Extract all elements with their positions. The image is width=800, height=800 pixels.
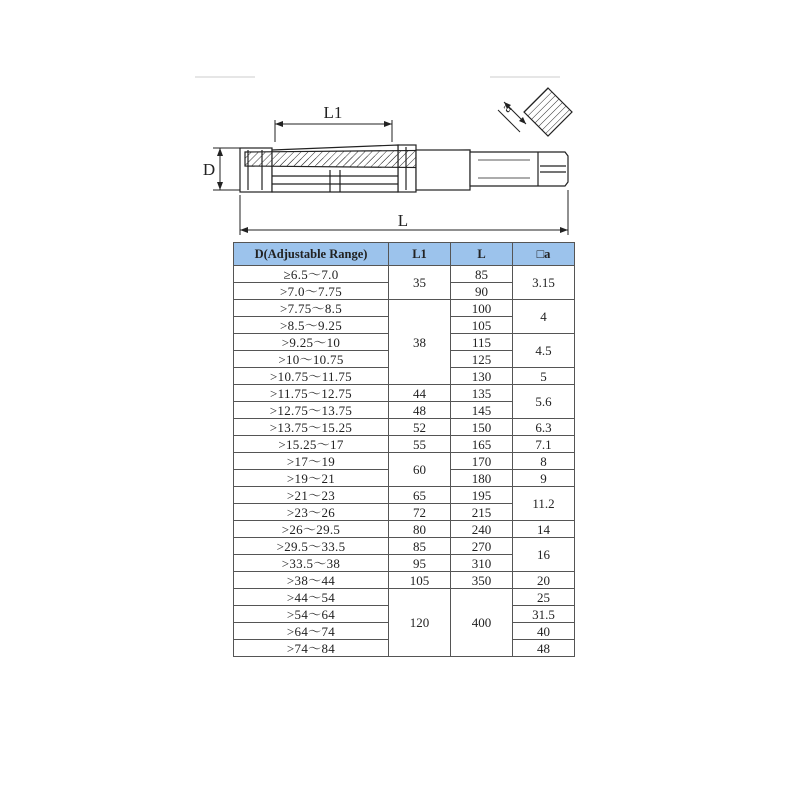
table-row [234,589,575,606]
table-row [234,487,575,504]
table-row [234,453,575,470]
cell-a: 25 [513,589,575,606]
spec-table [233,242,575,657]
cell-a: 14 [513,521,575,538]
cell-a: 48 [513,640,575,657]
cell-a: 31.5 [513,606,575,623]
d-label: D [202,160,216,179]
cell-l: 240 [451,521,513,538]
cell-d: >13.75～15.25 [234,419,389,436]
d-dimension [203,148,245,190]
table-row [234,538,575,555]
cell-l1: 95 [389,555,451,572]
cell-d: >54～64 [234,606,389,623]
l-label: L [397,211,409,230]
header-a: □a [513,243,575,266]
cell-d: >17～19 [234,453,389,470]
table-row [234,436,575,453]
cell-a: 8 [513,453,575,470]
cell-l1: 44 [389,385,451,402]
cell-d: >10.75～11.75 [234,368,389,385]
l1-dimension [275,103,392,142]
cell-a: 11.2 [513,487,575,521]
cell-a: 20 [513,572,575,589]
cell-l: 150 [451,419,513,436]
cell-l: 125 [451,351,513,368]
cell-d: >8.5～9.25 [234,317,389,334]
cell-a: 9 [513,470,575,487]
cell-l: 170 [451,453,513,470]
table-row [234,419,575,436]
table-row [234,385,575,402]
cell-l1: 65 [389,487,451,504]
cell-l: 180 [451,470,513,487]
cell-l1: 80 [389,521,451,538]
header-row [234,243,575,266]
cell-l: 90 [451,283,513,300]
cell-l: 165 [451,436,513,453]
cell-l1: 52 [389,419,451,436]
reamer-drawing [0,0,800,245]
cell-a: 5.6 [513,385,575,419]
cell-d: >21～23 [234,487,389,504]
cell-l: 100 [451,300,513,317]
cell-l: 130 [451,368,513,385]
cell-a: 16 [513,538,575,572]
cell-d: >10～10.75 [234,351,389,368]
cell-d: >9.25～10 [234,334,389,351]
l-dimension [240,190,568,235]
cell-a: 7.1 [513,436,575,453]
cell-d: >26～29.5 [234,521,389,538]
cell-l: 85 [451,266,513,283]
square-section [498,88,572,136]
cell-l: 105 [451,317,513,334]
cell-l: 270 [451,538,513,555]
cell-l: 310 [451,555,513,572]
l1-label: L1 [323,103,343,122]
cell-a: 3.15 [513,266,575,300]
cell-l: 350 [451,572,513,589]
cell-l: 215 [451,504,513,521]
cell-l: 195 [451,487,513,504]
cell-l1: 105 [389,572,451,589]
cell-l: 145 [451,402,513,419]
table-row [234,300,575,317]
cell-a: 5 [513,368,575,385]
cell-d: >15.25～17 [234,436,389,453]
cell-d: >33.5～38 [234,555,389,572]
cell-d: >44～54 [234,589,389,606]
cell-a: 4.5 [513,334,575,368]
cell-d: >23～26 [234,504,389,521]
table-row [234,572,575,589]
cell-d: >11.75～12.75 [234,385,389,402]
tool-body [240,145,568,192]
header-l1: L1 [389,243,451,266]
cell-d: >29.5～33.5 [234,538,389,555]
cell-d: >7.75～8.5 [234,300,389,317]
cell-l: 135 [451,385,513,402]
cell-l1: 55 [389,436,451,453]
cell-l: 115 [451,334,513,351]
cell-d: ≥6.5～7.0 [234,266,389,283]
cell-l: 400 [451,589,513,657]
cell-a: 6.3 [513,419,575,436]
cell-l1: 35 [389,266,451,300]
cell-a: 40 [513,623,575,640]
cell-l1: 48 [389,402,451,419]
cell-d: >7.0～7.75 [234,283,389,300]
cell-l1: 72 [389,504,451,521]
cell-l1: 120 [389,589,451,657]
cell-d: >12.75～13.75 [234,402,389,419]
header-d: D(Adjustable Range) [234,243,389,266]
cell-d: >38～44 [234,572,389,589]
cell-d: >74～84 [234,640,389,657]
cell-d: >19～21 [234,470,389,487]
cell-l1: 85 [389,538,451,555]
cell-d: >64～74 [234,623,389,640]
table-row [234,521,575,538]
table-row [234,266,575,283]
a-label: a [498,99,516,117]
cell-a: 4 [513,300,575,334]
cell-l1: 60 [389,453,451,487]
header-l: L [451,243,513,266]
cell-l1: 38 [389,300,451,385]
